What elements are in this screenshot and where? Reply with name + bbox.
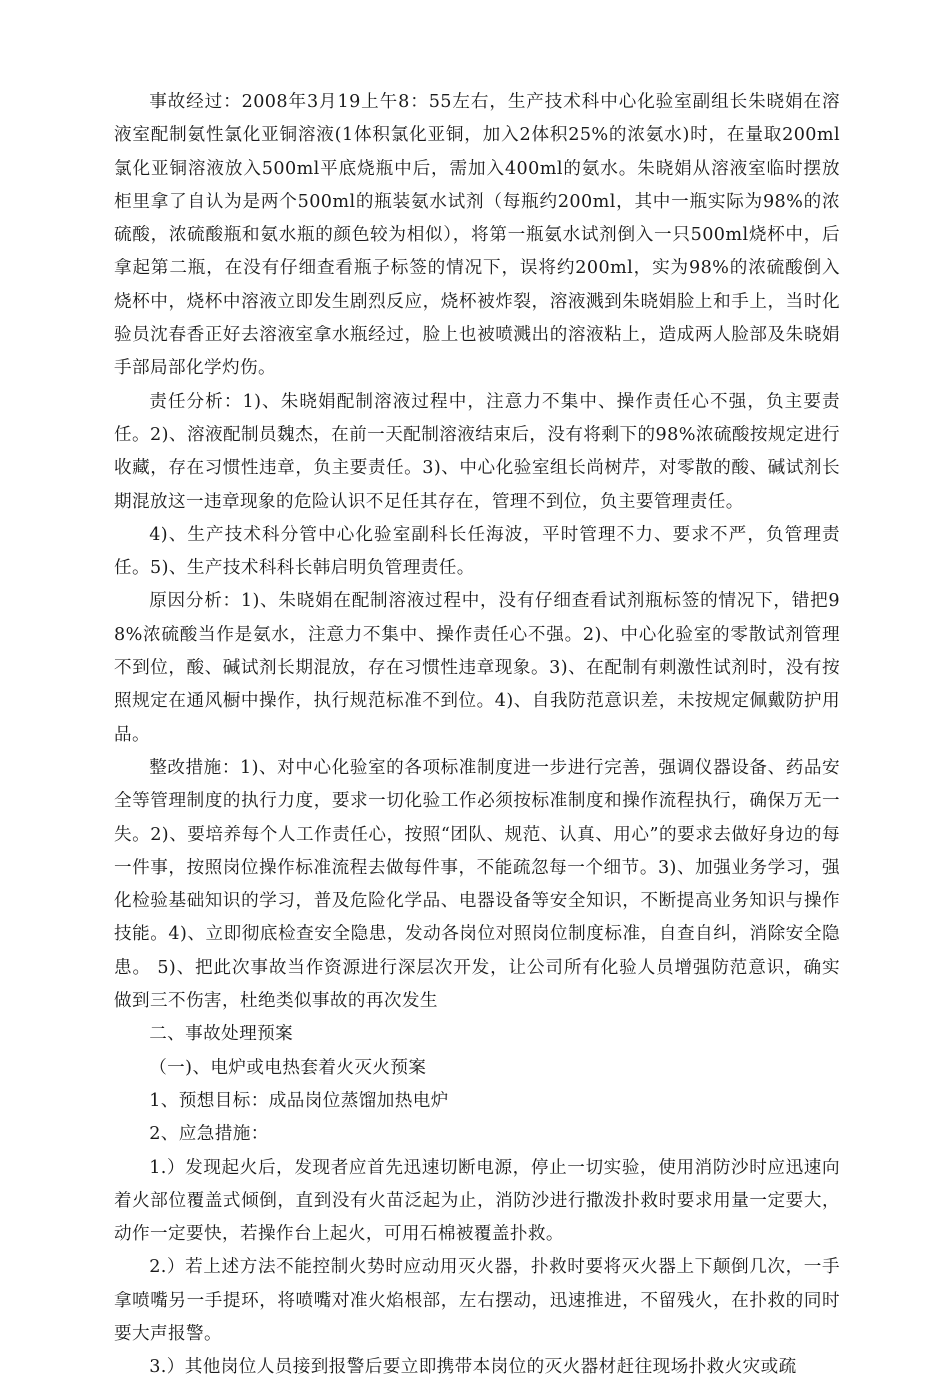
paragraph-measure-1: 1.）发现起火后，发现者应首先迅速切断电源，停止一切实验，使用消防沙时应迅速向着火部位覆盖式倾倒，直到没有火苗泛起为止，消防沙进行撒泼扑救时要求用量一定要大，动作一定要快，若操作台上起火，可用石棉被覆盖扑救。 xyxy=(114,1157,840,1245)
subsection-heading-fire-plan: （一)、电炉或电热套着火灭火预案 xyxy=(149,1057,427,1078)
paragraph-emergency-measures-heading: 2、应急措施： xyxy=(149,1124,269,1145)
paragraph-responsibility-analysis: 责任分析：1)、朱晓娟配制溶液过程中，注意力不集中、操作责任心不强，负主要责任。2)、溶液配制员魏杰，在前一天配制溶液结束后，没有将剩下的98%浓硫酸按规定进行收藏，存在习惯性违章，负主要责任。3)、中心化验室组长尚树芹，对零散的酸、碱试剂长期混放这一违章现象的危险认识不足任其存在，管理不到位，负主要管理责任。 xyxy=(114,391,840,512)
paragraph-measure-2: 2.）若上述方法不能控制火势时应动用灭火器，扑救时要将灭火器上下颠倒几次，一手拿喷嘴另一手提环，将喷嘴对准火焰根部，左右摆动，迅速推进，不留残火，在扑救的同时要大声报警。 xyxy=(114,1257,840,1344)
paragraph-target: 1、预想目标：成品岗位蒸馏加热电炉 xyxy=(149,1090,449,1111)
paragraph-rectification-measures: 整改措施：1)、对中心化验室的各项标准制度进一步进行完善，强调仪器设备、药品安全等管理制度的执行力度，要求一切化验工作必须按标准制度和操作流程执行，确保万无一失。2)、要培养每个人工作责任心，按照“团队、规范、认真、用心”的要求去做好身边的每一件事，按照岗位操作标准流程去做每件事，不能疏忽每一个细节。3)、加强业务学习，强化检验基础知识的学习，普及危险化学品、电器设备等安全知识，不断提高业务知识与操作技能。4)、立即彻底检查安全隐患，发动各岗位对照岗位制度标准，自查自纠，消除安全隐患。 5)、把此次事故当作资源进行深层次开发，让公司所有化验人员增强防范意识，确实做到三不伤害，杜绝类似事故的再次发生 xyxy=(114,757,840,1012)
document-body xyxy=(114,86,840,1385)
paragraph-responsibility-continued: 4)、生产技术科分管中心化验室副科长任海波，平时管理不力、要求不严，负管理责任。5)、生产技术科科长韩启明负管理责任。 xyxy=(114,524,840,579)
section-heading-accident-plan: 二、事故处理预案 xyxy=(149,1024,294,1045)
paragraph-accident-process: 事故经过：2008年3月19上午8：55左右，生产技术科中心化验室副组长朱晓娟在溶液室配制氨性氯化亚铜溶液(1体积氯化亚铜，加入2体积25%的浓氨水)时，在量取200ml氯化亚铜溶液放入500ml平底烧瓶中后，需加入400ml的氨水。朱晓娟从溶液室临时摆放柜里拿了自认为是两个500ml的瓶装氨水试剂（每瓶约200ml，其中一瓶实际为98%的浓硫酸，浓硫酸瓶和氨水瓶的颜色较为相似），将第一瓶氨水试剂倒入一只500ml烧杯中，后拿起第二瓶，在没有仔细查看瓶子标签的情况下，误将约200ml，实为98%的浓硫酸倒入烧杯中，烧杯中溶液立即发生剧烈反应，烧杯被炸裂，溶液溅到朱晓娟脸上和手上，当时化验员沈春香正好去溶液室拿水瓶经过，脸上也被喷溅出的溶液粘上，造成两人脸部及朱晓娟手部局部化学灼伤。 xyxy=(114,92,840,379)
paragraph-cause-analysis: 原因分析：1)、朱晓娟在配制溶液过程中，没有仔细查看试剂瓶标签的情况下，错把98%浓硫酸当作是氨水，注意力不集中、操作责任心不强。2)、中心化验室的零散试剂管理不到位，酸、碱试剂长期混放，存在习惯性违章现象。3)、在配制有刺激性试剂时，没有按照规定在通风橱中操作，执行规范标准不到位。4)、自我防范意识差，未按规定佩戴防护用品。 xyxy=(114,591,840,745)
paragraph-measure-3: 3.）其他岗位人员接到报警后要立即携带本岗位的灭火器材赶往现场扑救火灾或疏 xyxy=(149,1357,797,1378)
